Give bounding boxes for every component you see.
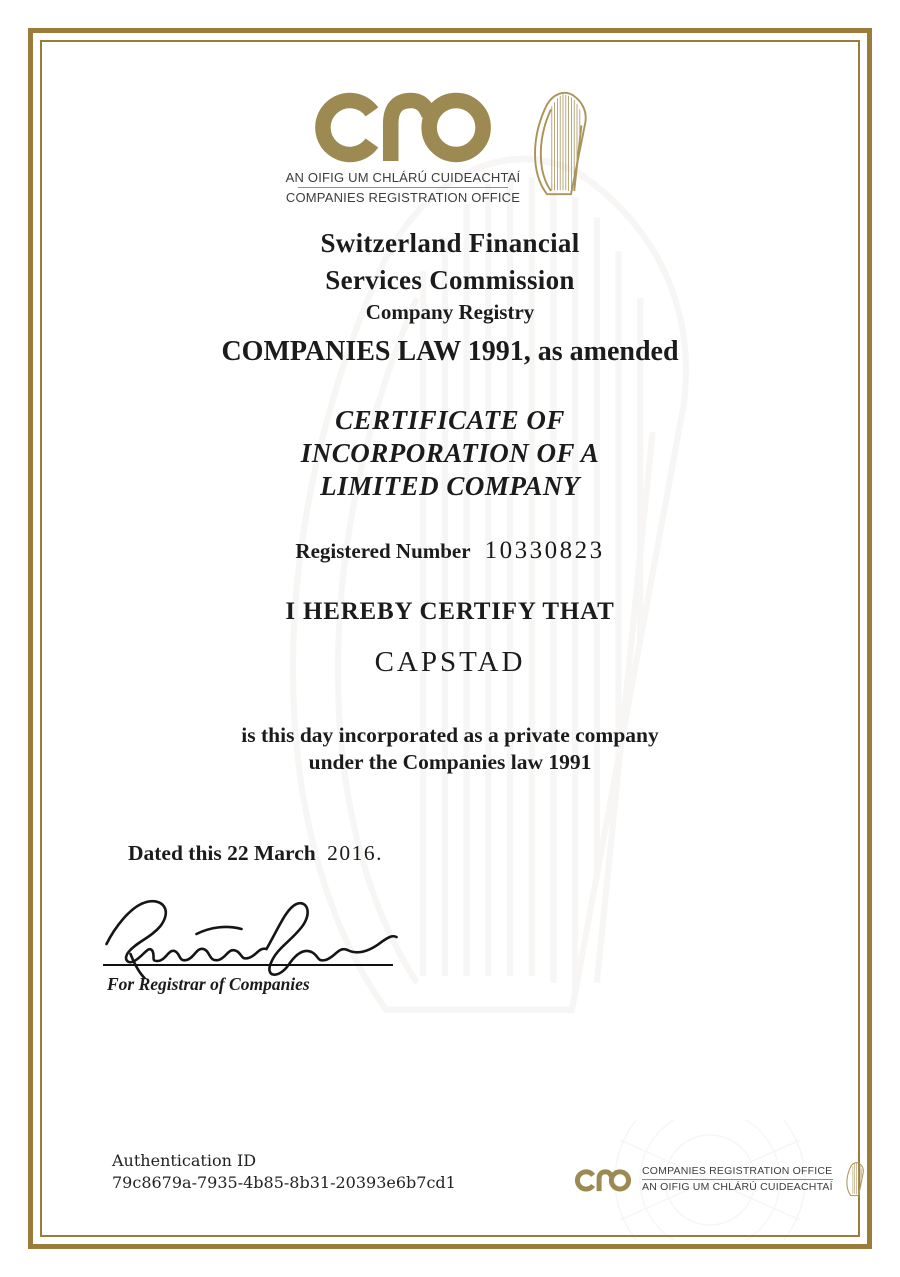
authentication-label: Authentication ID <box>112 1151 257 1170</box>
registered-number-line <box>0 537 900 565</box>
incorporation-statement-line2: under the Companies law 1991 <box>308 750 592 774</box>
certificate-outer-border <box>28 28 872 1249</box>
registry-subtitle: Company Registry <box>365 300 535 324</box>
authentication-id-value: 79c8679a-7935-4b85-8b31-20393e6b7cd1 <box>112 1173 456 1192</box>
authority-name-line2: Services Commission <box>325 265 575 295</box>
signature-rule <box>103 964 393 966</box>
authority-name-line1: Switzerland Financial <box>320 228 580 258</box>
header-logo-english-name: COMPANIES REGISTRATION OFFICE <box>285 190 521 205</box>
dated-year: 2016. <box>327 841 383 865</box>
cro-wordmark-small <box>574 1164 632 1194</box>
incorporation-statement <box>0 722 900 776</box>
certificate-title-line3: LIMITED COMPANY <box>320 471 580 501</box>
incorporation-statement-line1: is this day incorporated as a private company <box>241 723 659 747</box>
registrar-label: For Registrar of Companies <box>107 974 310 994</box>
registrar-signature <box>98 890 403 980</box>
dated-line <box>128 841 383 866</box>
footer-logo-separator <box>642 1179 833 1180</box>
header-logo-irish-name: AN OIFIG UM CHLÁRÚ CUIDEACHTAÍ <box>285 170 521 185</box>
cro-footer-logo <box>574 1160 869 1198</box>
dated-label: Dated this 22 March <box>128 841 316 865</box>
irish-harp-icon <box>523 84 603 202</box>
certificate-inner-border <box>40 40 860 1237</box>
footer-logo-irish-name: AN OIFIG UM CHLÁRÚ CUIDEACHTAÍ <box>642 1181 833 1193</box>
certificate-title <box>0 404 900 503</box>
certify-heading: I HEREBY CERTIFY THAT <box>285 598 615 625</box>
certificate-title-line1: CERTIFICATE OF <box>335 405 565 435</box>
footer-logo-english-name: COMPANIES REGISTRATION OFFICE <box>642 1165 833 1177</box>
header-logo-separator <box>298 187 508 188</box>
cro-header-logo <box>0 76 900 205</box>
law-title: COMPANIES LAW 1991, as amended <box>221 336 679 367</box>
registered-number-label: Registered Number <box>295 539 471 563</box>
certificate-title-line2: INCORPORATION OF A <box>300 438 600 468</box>
company-name: CAPSTAD <box>374 646 526 678</box>
authentication-block <box>112 1150 456 1194</box>
registered-number-value: 10330823 <box>484 537 605 564</box>
cro-wordmark <box>303 76 503 170</box>
irish-harp-icon-small <box>843 1160 869 1198</box>
